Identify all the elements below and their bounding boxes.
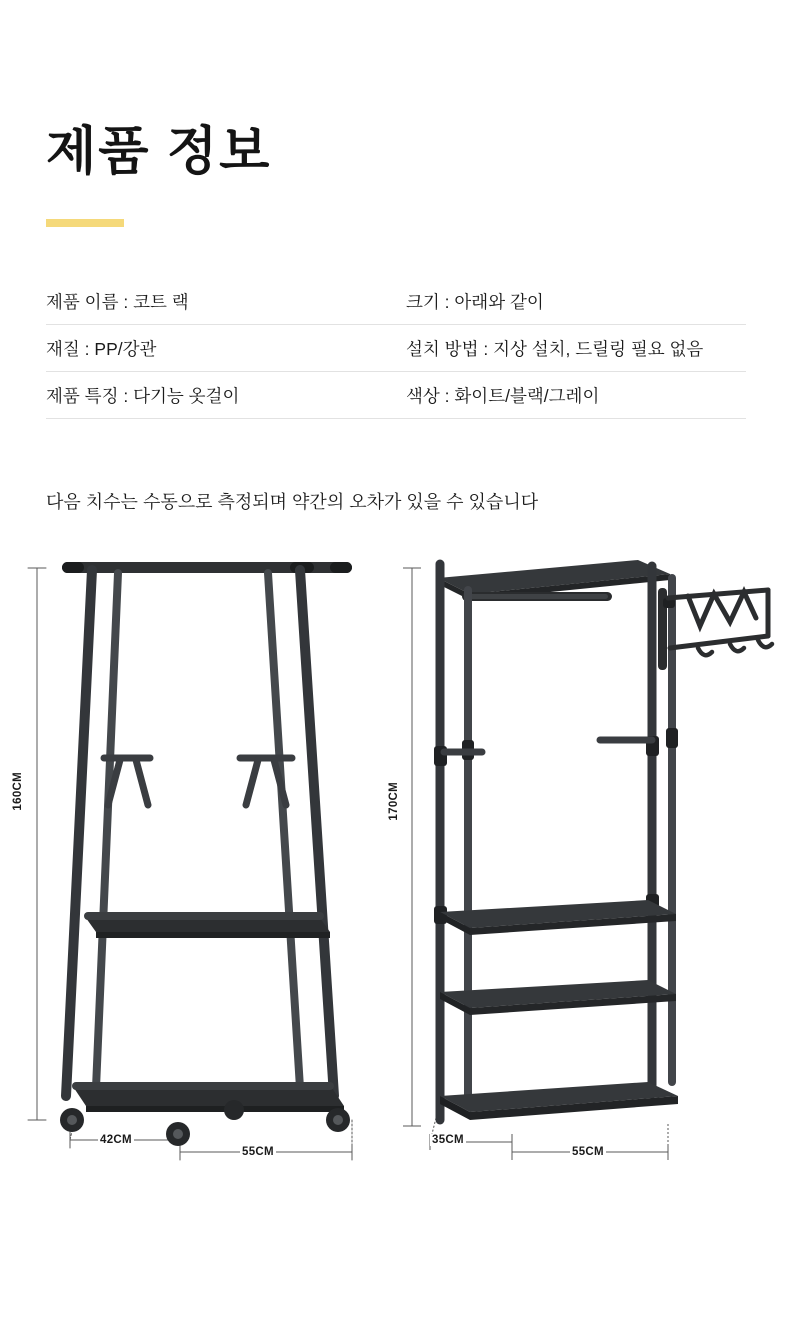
title-underline	[46, 219, 124, 227]
spec-color-cell: 색상 : 화이트/블랙/그레이	[406, 385, 600, 406]
bottom-shelf	[72, 1082, 344, 1112]
left-depth-label: 42CM	[100, 1134, 132, 1146]
measurement-note: 다음 치수는 수동으로 측정되며 약간의 오차가 있을 수 있습니다	[46, 492, 539, 512]
right-height-label: 170CM	[388, 782, 400, 821]
left-width-label: 55CM	[242, 1146, 274, 1158]
table-row	[46, 278, 746, 325]
product-diagram	[0, 540, 790, 1200]
table-row	[46, 325, 746, 372]
right-product-illustration	[400, 540, 790, 1200]
spec-table	[46, 278, 746, 419]
hanger-bar	[62, 562, 352, 573]
shelf-upper	[440, 900, 676, 935]
page-title: 제품 정보	[46, 123, 272, 181]
spec-name-cell: 제품 이름 : 코트 랙	[46, 291, 189, 312]
right-depth-label: 35CM	[432, 1134, 464, 1146]
shelf-bottom	[440, 1082, 678, 1120]
right-width-label: 55CM	[572, 1146, 604, 1158]
top-shelf	[438, 560, 670, 601]
middle-shelf	[84, 912, 330, 938]
left-height-label: 160CM	[12, 772, 24, 811]
table-row	[46, 372, 746, 419]
spec-material-cell: 재질 : PP/강관	[46, 338, 157, 359]
left-product-illustration	[0, 540, 400, 1200]
spec-size-cell: 크기 : 아래와 같이	[406, 291, 544, 312]
spec-install-cell: 설치 방법 : 지상 설치, 드릴링 필요 없음	[406, 338, 704, 359]
spec-feature-cell: 제품 특징 : 다기능 옷걸이	[46, 385, 240, 406]
shelf-middle	[440, 980, 676, 1015]
